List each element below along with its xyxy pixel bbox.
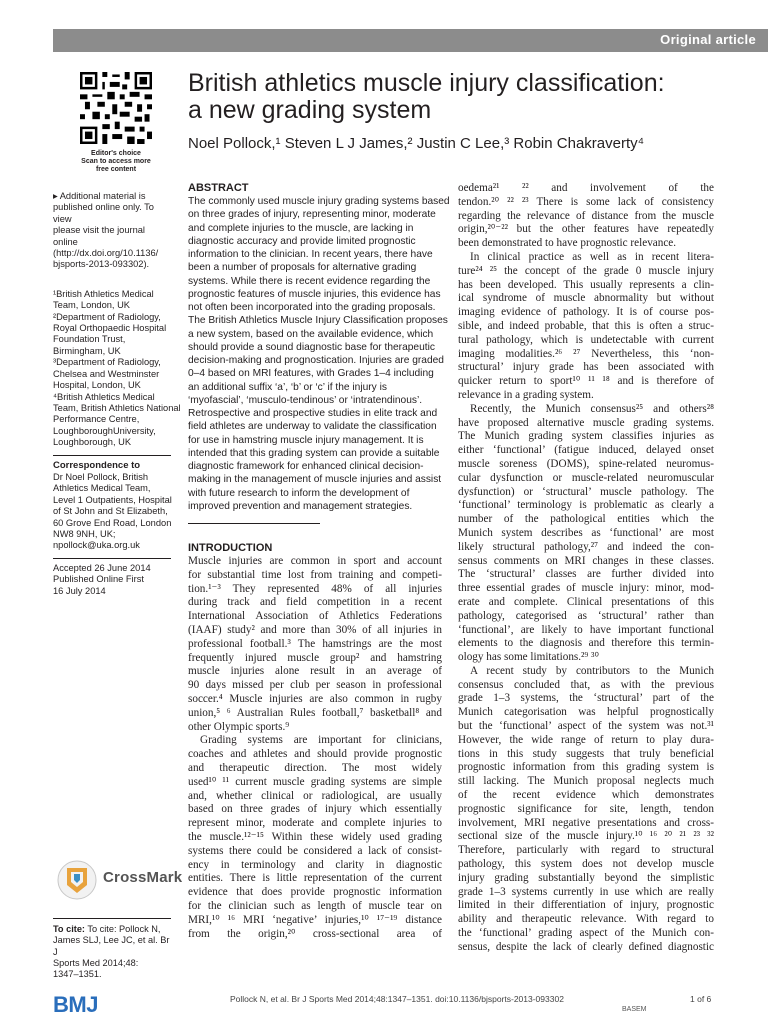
paragraph-munich-consensus: Recently, the Munich consensus²⁵ and others²⁸ have proposed alternative muscle grading systems. The Munich grading system classifies injuries as either ‘functional’ (fatigue induced, delayed onset muscle soreness (DOMS), spine-related neuromus- cular dysfunction or muscle-related neuromuscular dysfunction) or ‘structural’ muscle pathology. The ‘functional’ terminology is problematic as clearly a number of the pathological entities which the Munich system describes as ‘functional’ are most likely structural pathology,²⁷ and indeed the con- sensus comments on MRI changes in these classes. The ‘structural’ classes are further divided into three essential grades of muscle injury: minor, mod- erate and complete. Clinical presentations of this pathology, categorised as ‘structural’ rather than ‘functional’, are likely to have important functional elements to the diagnosis and therefore this termin- ology has some limitations.²⁹ ³⁰	[458, 402, 714, 664]
qr-caption: Editor's choice Scan to access more free content	[81, 150, 151, 173]
affiliations: ¹British Athletics Medical Team, London, UK ²Department of Radiology, Royal Orthopaedic Hospital Foundation Trust, Birmingham, UK ³Department of Radiology, Chelsea and Westminster Hospital, London, UK ⁴British Athletics Medical Team, British Athletics National Performance Centre, LoughboroughUniversity, Loughborough, UK	[53, 288, 181, 448]
cite-box: To cite: To cite: Pollock N, James SLJ, Lee JC, et al. Br J Sports Med 2014;48: 1347–1351.	[53, 918, 171, 980]
sidebar-divider	[53, 455, 171, 456]
qr-code[interactable]	[80, 72, 152, 144]
abstract-divider	[188, 523, 320, 524]
section-label: Original article	[660, 32, 756, 47]
publication-dates: Accepted 26 June 2014 Published Online First 16 July 2014	[53, 562, 151, 596]
sidebar: ▸ Additional material is published online only. To view please visit the journal online (http://dx.doi.org/10.1136/ bjsports-2013-093302). ¹British Athletics Medical Team, London, UK ²Department of Radiology, Royal Orthopaedic Hospital Foundation Trust, Birmingham, UK ³Department of Radiology, Chelsea and Westminster Hospital, London, UK ⁴British Athletics Medical Team, British Athletics National Performance Centre, LoughboroughUniversity, Loughborough, UK Correspondence to Dr Noel Pollock, British Athletics Medical Team, Level 1 Outpatients, Hospital of St John and St Elizabeth, 60 Grove End Road, London NW8 9NH, UK; npollock@uka.org.uk Accepted 26 June 2014 Published Online First 16 July 2014	[53, 191, 181, 596]
header-bar	[53, 29, 768, 52]
society-logo: BASEM	[622, 1006, 647, 1013]
paragraph-grade-zero: In clinical practice as well as in recent litera- ture²⁴ ²⁵ the concept of the grade 0 muscle injury has been developed. This usually represents a clin- ical syndrome of muscle abnormality but without imaging evidence of pathology. It is of course pos- sible, and indeed probable, that this is often a struc- tural pathology, which is undetectable with current imaging modalities.²⁶ ²⁷ Nevertheless, this ‘non- structural’ injury grade has been associated with quicker return to sport¹⁰ ¹¹ ¹⁸ and is therefore of relevance in a grading system.	[458, 250, 714, 401]
paragraph-recent-study: A recent study by contributors to the Munich consensus concluded that, as with the previous grade 1–3 systems, the ‘structural’ part of the Munich categorisation was helpful prognostically but the ‘functional’ aspect of the system was not.³¹ However, the wide range of return to play dura- tions in this study suggests that truly beneficial prognostic information from this grading system is still lacking. The Munich proposal neglects much of the recent evidence which demonstrates prognostic significance for site, length, tendon involvement, MRI negative presentations and cross- sectional size of the muscle injury.¹⁰ ¹⁶ ²⁰ ²¹ ²³ ³² Therefore, particularly with regard to structural pathology, this system does not develop muscle injury grading substantially beyond the simplistic grade 1–3 systems currently in use which are really limited in their differentiation of injury, prognostic ability and therapeutic relevance. With regard to the ‘functional’ grading aspect of the Munich con- sensus, despite the lack of clearly defined diagnostic	[458, 664, 714, 953]
crossmark-label: CrossMark	[103, 869, 183, 886]
page-number: 1 of 6	[690, 994, 712, 1004]
correspondence-address: Dr Noel Pollock, British Athletics Medical Team, Level 1 Outpatients, Hospital of St John and St Elizabeth, 60 Grove End Road, London NW8 9NH, UK; npollock@uka.org.uk	[53, 471, 172, 551]
bmj-logo: BMJ	[53, 992, 98, 1017]
correspondence-email[interactable]: npollock@uka.org.uk	[53, 540, 140, 551]
introduction-paragraph-2: Grading systems are important for clinicians, coaches and athletes and should provide prognostic and therapeutic direction. The most widely used¹⁰ ¹¹ current muscle grading systems are simple and, whether clinical or radiological, are usually based on three grades of injury which essentially represent minor, moderate and complete injuries to the muscle.¹²⁻¹⁵ Within these widely used grading systems there could be considered a lack of consist- ency in terminology and clarity in diagnostic entities. There is little representation of the current evidence that does provide prognostic information for the clinician such as length of muscle tear on MRI,¹⁰ ¹⁶ MRI ‘negative’ injuries,¹⁰ ¹⁷⁻¹⁹ distance from the origin,²⁰ cross-sectional area of	[188, 734, 442, 940]
footer-citation: Pollock N, et al. Br J Sports Med 2014;48:1347–1351. doi:10.1136/bjsports-2013-093302	[230, 994, 564, 1004]
introduction-paragraph-1: Muscle injuries are common in sport and account for substantial time lost from training and competi- tion.¹⁻³ They represented 48% of all injuries during track and field competition in a recent International Association of Athletics Federations (IAAF) study² and more than 30% of all injuries in professional football.³ The hamstrings are the most frequently injured muscle group² and hamstring muscle injuries alone result in an average of 90 days missed per club per season in professional soccer.⁴ Muscle injuries are also common in rugby union,⁵ ⁶ Australian Rules football,⁷ basketball⁸ and other Olympic sports.⁹	[188, 555, 442, 733]
main-column-right	[458, 182, 714, 955]
introduction-heading: INTRODUCTION	[188, 542, 273, 554]
paragraph-continued: oedema²¹ ²² and involvement of the tendon.²⁰ ²² ²³ There is some lack of consistency regarding the relevance of distance from the muscle origin,²⁰⁻²² but the other features have repeatedly been demonstrated to have prognostic relevance.	[458, 182, 714, 250]
abstract-body: The commonly used muscle injury grading systems based on three grades of injury, representing minor, moderate and complete injuries to the muscle, are lacking in diagnostic accuracy and provide limited prognostic information to the clinician. In recent years, there have been a number of proposals for alternative grading systems. While there is recent evidence regarding the prognostic features of muscle injuries, this evidence has not often been incorporated into the grading proposals. The British Athletics Muscle Injury Classification proposes a new system, based on the available evidence, which should provide a sound diagnostic base for therapeutic decision-making and prognostication. Injuries are graded 0–4 based on MRI features, with Grades 1–4 including an additional suffix ‘a’, ‘b’ or ‘c’ if the injury is ‘myofascial’, ‘musculo-tendinous’ or ‘intratendinous’. Retrospective and prospective studies in elite track and field athletes are underway to validate the classification for use in hamstring muscle injury management. It is intended that this grading system can provide a suitable diagnostic framework for enhanced clinical decision- making in the management of muscle injuries and assist with future research to inform the development of improved prevention and management strategies.	[188, 196, 450, 512]
main-column-left	[188, 182, 450, 941]
correspondence-heading: Correspondence to	[53, 459, 141, 471]
abstract-heading: ABSTRACT	[188, 182, 249, 194]
author-list: Noel Pollock,¹ Steven L J James,² Justin C Lee,³ Robin Chakraverty⁴	[188, 135, 645, 152]
article-title: British athletics muscle injury classification: a new grading system	[188, 69, 665, 124]
sidebar-divider	[53, 558, 171, 559]
